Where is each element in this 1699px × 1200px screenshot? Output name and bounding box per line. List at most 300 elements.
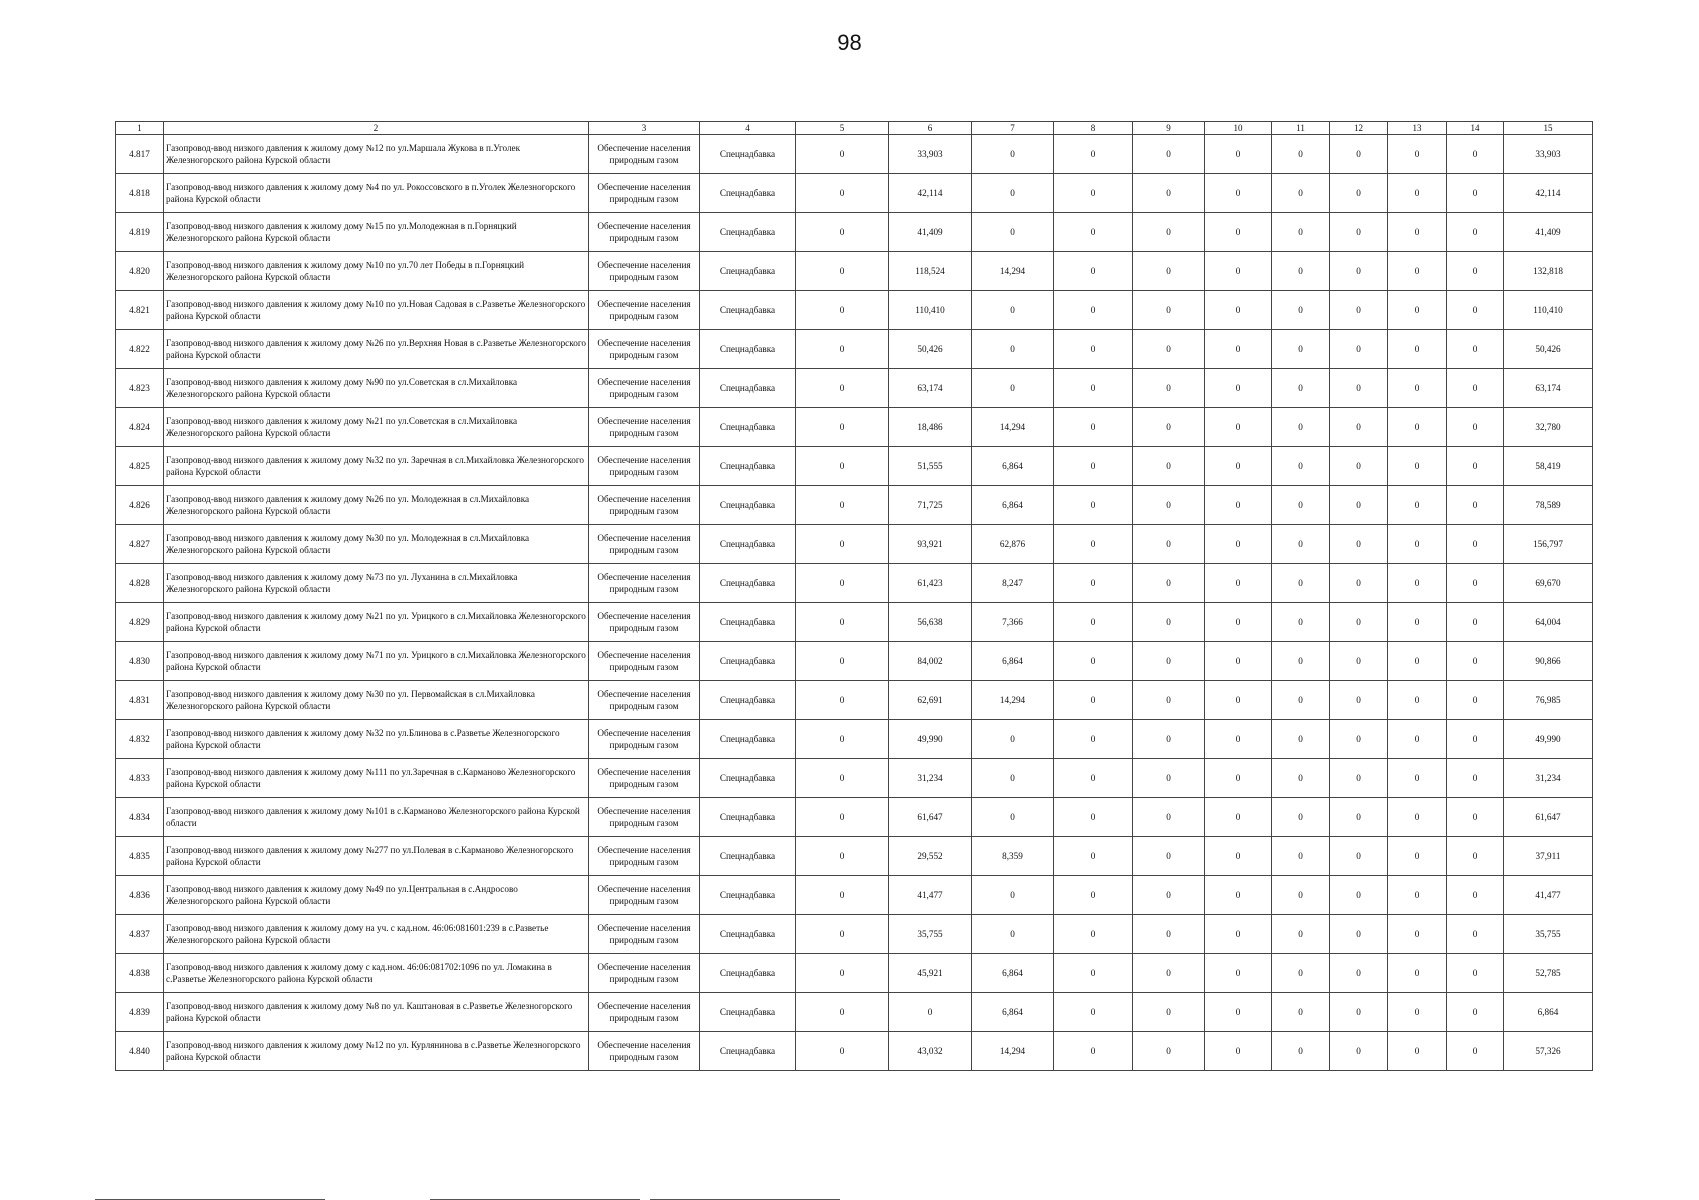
value-col-6: 51,555 xyxy=(889,447,972,486)
purpose: Обеспечение населения природным газом xyxy=(589,408,700,447)
value-col-9: 0 xyxy=(1133,759,1205,798)
purpose: Обеспечение населения природным газом xyxy=(589,720,700,759)
value-col-8: 0 xyxy=(1054,603,1133,642)
column-header-6: 6 xyxy=(889,122,972,135)
value-col-15: 69,670 xyxy=(1504,564,1593,603)
value-col-5: 0 xyxy=(796,486,889,525)
value-col-9: 0 xyxy=(1133,681,1205,720)
value-col-9: 0 xyxy=(1133,408,1205,447)
purpose: Обеспечение населения природным газом xyxy=(589,1032,700,1071)
value-col-15: 32,780 xyxy=(1504,408,1593,447)
value-col-7: 0 xyxy=(972,720,1054,759)
value-col-8: 0 xyxy=(1054,993,1133,1032)
value-col-15: 49,990 xyxy=(1504,720,1593,759)
row-number: 4.829 xyxy=(116,603,164,642)
value-col-9: 0 xyxy=(1133,993,1205,1032)
value-col-10: 0 xyxy=(1205,954,1272,993)
table-row xyxy=(116,759,1593,798)
value-col-8: 0 xyxy=(1054,525,1133,564)
funding-source: Спецнадбавка xyxy=(700,954,796,993)
column-header-4: 4 xyxy=(700,122,796,135)
value-col-11: 0 xyxy=(1272,486,1330,525)
value-col-14: 0 xyxy=(1447,1032,1504,1071)
value-col-15: 90,866 xyxy=(1504,642,1593,681)
value-col-5: 0 xyxy=(796,915,889,954)
table-row xyxy=(116,993,1593,1032)
value-col-13: 0 xyxy=(1388,408,1447,447)
value-col-7: 0 xyxy=(972,759,1054,798)
column-header-5: 5 xyxy=(796,122,889,135)
value-col-13: 0 xyxy=(1388,720,1447,759)
value-col-12: 0 xyxy=(1330,720,1388,759)
row-number: 4.839 xyxy=(116,993,164,1032)
value-col-9: 0 xyxy=(1133,174,1205,213)
value-col-5: 0 xyxy=(796,252,889,291)
value-col-10: 0 xyxy=(1205,135,1272,174)
value-col-7: 6,864 xyxy=(972,447,1054,486)
value-col-10: 0 xyxy=(1205,798,1272,837)
column-header-3: 3 xyxy=(589,122,700,135)
value-col-13: 0 xyxy=(1388,486,1447,525)
value-col-11: 0 xyxy=(1272,525,1330,564)
value-col-6: 43,032 xyxy=(889,1032,972,1071)
row-number: 4.833 xyxy=(116,759,164,798)
value-col-11: 0 xyxy=(1272,213,1330,252)
value-col-12: 0 xyxy=(1330,486,1388,525)
value-col-8: 0 xyxy=(1054,135,1133,174)
value-col-13: 0 xyxy=(1388,993,1447,1032)
funding-source: Спецнадбавка xyxy=(700,642,796,681)
value-col-15: 61,647 xyxy=(1504,798,1593,837)
column-header-13: 13 xyxy=(1388,122,1447,135)
funding-source: Спецнадбавка xyxy=(700,876,796,915)
row-number: 4.834 xyxy=(116,798,164,837)
funding-source: Спецнадбавка xyxy=(700,798,796,837)
value-col-13: 0 xyxy=(1388,759,1447,798)
table-row xyxy=(116,915,1593,954)
value-col-11: 0 xyxy=(1272,720,1330,759)
value-col-14: 0 xyxy=(1447,291,1504,330)
value-col-8: 0 xyxy=(1054,954,1133,993)
purpose: Обеспечение населения природным газом xyxy=(589,252,700,291)
value-col-12: 0 xyxy=(1330,837,1388,876)
value-col-13: 0 xyxy=(1388,798,1447,837)
funding-source: Спецнадбавка xyxy=(700,174,796,213)
value-col-7: 6,864 xyxy=(972,954,1054,993)
funding-source: Спецнадбавка xyxy=(700,993,796,1032)
value-col-6: 41,409 xyxy=(889,213,972,252)
value-col-6: 29,552 xyxy=(889,837,972,876)
object-name: Газопровод-ввод низкого давления к жилому дому №21 по ул.Советская в сл.Михайловка Железногорского района Курской области xyxy=(164,408,589,447)
value-col-15: 35,755 xyxy=(1504,915,1593,954)
value-col-11: 0 xyxy=(1272,954,1330,993)
table-row xyxy=(116,408,1593,447)
value-col-7: 0 xyxy=(972,213,1054,252)
value-col-6: 110,410 xyxy=(889,291,972,330)
value-col-9: 0 xyxy=(1133,486,1205,525)
value-col-12: 0 xyxy=(1330,369,1388,408)
value-col-13: 0 xyxy=(1388,954,1447,993)
table-row xyxy=(116,1032,1593,1071)
column-header-11: 11 xyxy=(1272,122,1330,135)
value-col-15: 6,864 xyxy=(1504,993,1593,1032)
value-col-12: 0 xyxy=(1330,603,1388,642)
value-col-15: 64,004 xyxy=(1504,603,1593,642)
value-col-8: 0 xyxy=(1054,720,1133,759)
value-col-10: 0 xyxy=(1205,564,1272,603)
value-col-13: 0 xyxy=(1388,915,1447,954)
object-name: Газопровод-ввод низкого давления к жилому дому №49 по ул.Центральная в с.Андросово Железногорского района Курской области xyxy=(164,876,589,915)
investment-table xyxy=(115,121,1593,1071)
value-col-11: 0 xyxy=(1272,330,1330,369)
value-col-5: 0 xyxy=(796,330,889,369)
value-col-11: 0 xyxy=(1272,798,1330,837)
value-col-13: 0 xyxy=(1388,213,1447,252)
row-number: 4.819 xyxy=(116,213,164,252)
row-number: 4.822 xyxy=(116,330,164,369)
value-col-12: 0 xyxy=(1330,954,1388,993)
value-col-7: 0 xyxy=(972,798,1054,837)
value-col-7: 0 xyxy=(972,369,1054,408)
value-col-7: 6,864 xyxy=(972,486,1054,525)
funding-source: Спецнадбавка xyxy=(700,525,796,564)
column-header-8: 8 xyxy=(1054,122,1133,135)
value-col-11: 0 xyxy=(1272,837,1330,876)
value-col-5: 0 xyxy=(796,369,889,408)
value-col-8: 0 xyxy=(1054,837,1133,876)
object-name: Газопровод-ввод низкого давления к жилому дому №26 по ул. Молодежная в сл.Михайловка Железногорского района Курской области xyxy=(164,486,589,525)
value-col-13: 0 xyxy=(1388,564,1447,603)
value-col-5: 0 xyxy=(796,213,889,252)
value-col-5: 0 xyxy=(796,174,889,213)
value-col-6: 33,903 xyxy=(889,135,972,174)
value-col-12: 0 xyxy=(1330,213,1388,252)
value-col-7: 0 xyxy=(972,876,1054,915)
object-name: Газопровод-ввод низкого давления к жилому дому №277 по ул.Полевая в с.Карманово Железногорского района Курской области xyxy=(164,837,589,876)
value-col-9: 0 xyxy=(1133,798,1205,837)
value-col-6: 63,174 xyxy=(889,369,972,408)
row-number: 4.826 xyxy=(116,486,164,525)
value-col-5: 0 xyxy=(796,291,889,330)
purpose: Обеспечение населения природным газом xyxy=(589,564,700,603)
value-col-14: 0 xyxy=(1447,759,1504,798)
value-col-5: 0 xyxy=(796,681,889,720)
value-col-8: 0 xyxy=(1054,291,1133,330)
value-col-10: 0 xyxy=(1205,447,1272,486)
table-row xyxy=(116,252,1593,291)
table-row xyxy=(116,642,1593,681)
value-col-6: 31,234 xyxy=(889,759,972,798)
funding-source: Спецнадбавка xyxy=(700,915,796,954)
value-col-10: 0 xyxy=(1205,525,1272,564)
value-col-6: 56,638 xyxy=(889,603,972,642)
row-number: 4.835 xyxy=(116,837,164,876)
value-col-7: 0 xyxy=(972,135,1054,174)
row-number: 4.836 xyxy=(116,876,164,915)
value-col-10: 0 xyxy=(1205,369,1272,408)
value-col-11: 0 xyxy=(1272,408,1330,447)
value-col-12: 0 xyxy=(1330,174,1388,213)
value-col-10: 0 xyxy=(1205,642,1272,681)
value-col-10: 0 xyxy=(1205,252,1272,291)
value-col-10: 0 xyxy=(1205,330,1272,369)
value-col-5: 0 xyxy=(796,954,889,993)
value-col-13: 0 xyxy=(1388,291,1447,330)
column-header-1: 1 xyxy=(116,122,164,135)
value-col-15: 58,419 xyxy=(1504,447,1593,486)
table-row xyxy=(116,564,1593,603)
value-col-13: 0 xyxy=(1388,837,1447,876)
value-col-10: 0 xyxy=(1205,174,1272,213)
object-name: Газопровод-ввод низкого давления к жилому дому №101 в с.Карманово Железногорского района Курской области xyxy=(164,798,589,837)
funding-source: Спецнадбавка xyxy=(700,330,796,369)
page-number: 98 xyxy=(837,30,862,55)
value-col-5: 0 xyxy=(796,603,889,642)
value-col-14: 0 xyxy=(1447,564,1504,603)
value-col-11: 0 xyxy=(1272,447,1330,486)
object-name: Газопровод-ввод низкого давления к жилому дому №15 по ул.Молодежная в п.Горняцкий Железногорского района Курской области xyxy=(164,213,589,252)
value-col-11: 0 xyxy=(1272,603,1330,642)
value-col-8: 0 xyxy=(1054,486,1133,525)
column-header-7: 7 xyxy=(972,122,1054,135)
value-col-14: 0 xyxy=(1447,837,1504,876)
value-col-7: 6,864 xyxy=(972,993,1054,1032)
table-row xyxy=(116,174,1593,213)
value-col-15: 78,589 xyxy=(1504,486,1593,525)
value-col-6: 93,921 xyxy=(889,525,972,564)
row-number: 4.831 xyxy=(116,681,164,720)
purpose: Обеспечение населения природным газом xyxy=(589,486,700,525)
value-col-7: 6,864 xyxy=(972,642,1054,681)
table-row xyxy=(116,954,1593,993)
object-name: Газопровод-ввод низкого давления к жилому дому №4 по ул. Рокоссовского в п.Уголек Железногорского района Курской области xyxy=(164,174,589,213)
header-row xyxy=(116,122,1593,135)
value-col-10: 0 xyxy=(1205,408,1272,447)
value-col-8: 0 xyxy=(1054,915,1133,954)
funding-source: Спецнадбавка xyxy=(700,213,796,252)
value-col-14: 0 xyxy=(1447,447,1504,486)
table-row xyxy=(116,213,1593,252)
value-col-14: 0 xyxy=(1447,135,1504,174)
value-col-12: 0 xyxy=(1330,993,1388,1032)
value-col-12: 0 xyxy=(1330,252,1388,291)
value-col-12: 0 xyxy=(1330,915,1388,954)
value-col-8: 0 xyxy=(1054,681,1133,720)
object-name: Газопровод-ввод низкого давления к жилому дому №90 по ул.Советская в сл.Михайловка Железногорского района Курской области xyxy=(164,369,589,408)
table-row xyxy=(116,603,1593,642)
value-col-9: 0 xyxy=(1133,876,1205,915)
value-col-10: 0 xyxy=(1205,681,1272,720)
value-col-9: 0 xyxy=(1133,330,1205,369)
value-col-8: 0 xyxy=(1054,369,1133,408)
funding-source: Спецнадбавка xyxy=(700,681,796,720)
table-row xyxy=(116,291,1593,330)
purpose: Обеспечение населения природным газом xyxy=(589,525,700,564)
value-col-12: 0 xyxy=(1330,291,1388,330)
value-col-6: 71,725 xyxy=(889,486,972,525)
value-col-14: 0 xyxy=(1447,876,1504,915)
row-number: 4.840 xyxy=(116,1032,164,1071)
value-col-7: 14,294 xyxy=(972,1032,1054,1071)
value-col-8: 0 xyxy=(1054,564,1133,603)
value-col-11: 0 xyxy=(1272,642,1330,681)
value-col-9: 0 xyxy=(1133,291,1205,330)
value-col-13: 0 xyxy=(1388,876,1447,915)
value-col-7: 14,294 xyxy=(972,681,1054,720)
purpose: Обеспечение населения природным газом xyxy=(589,135,700,174)
value-col-15: 33,903 xyxy=(1504,135,1593,174)
row-number: 4.821 xyxy=(116,291,164,330)
value-col-6: 0 xyxy=(889,993,972,1032)
value-col-6: 18,486 xyxy=(889,408,972,447)
value-col-11: 0 xyxy=(1272,291,1330,330)
value-col-15: 31,234 xyxy=(1504,759,1593,798)
value-col-5: 0 xyxy=(796,837,889,876)
value-col-9: 0 xyxy=(1133,915,1205,954)
purpose: Обеспечение населения природным газом xyxy=(589,837,700,876)
purpose: Обеспечение населения природным газом xyxy=(589,291,700,330)
column-header-10: 10 xyxy=(1205,122,1272,135)
purpose: Обеспечение населения природным газом xyxy=(589,213,700,252)
table-row xyxy=(116,681,1593,720)
row-number: 4.818 xyxy=(116,174,164,213)
purpose: Обеспечение населения природным газом xyxy=(589,876,700,915)
value-col-5: 0 xyxy=(796,408,889,447)
value-col-14: 0 xyxy=(1447,720,1504,759)
value-col-14: 0 xyxy=(1447,174,1504,213)
value-col-7: 8,247 xyxy=(972,564,1054,603)
object-name: Газопровод-ввод низкого давления к жилому дому №111 по ул.Заречная в с.Карманово Железногорского района Курской области xyxy=(164,759,589,798)
value-col-11: 0 xyxy=(1272,252,1330,291)
table-row xyxy=(116,876,1593,915)
value-col-14: 0 xyxy=(1447,330,1504,369)
value-col-13: 0 xyxy=(1388,174,1447,213)
value-col-9: 0 xyxy=(1133,642,1205,681)
object-name: Газопровод-ввод низкого давления к жилому дому №32 по ул.Блинова в с.Разветье Железногорского района Курской области xyxy=(164,720,589,759)
value-col-14: 0 xyxy=(1447,993,1504,1032)
table-row xyxy=(116,525,1593,564)
value-col-6: 118,524 xyxy=(889,252,972,291)
value-col-14: 0 xyxy=(1447,798,1504,837)
value-col-7: 14,294 xyxy=(972,408,1054,447)
purpose: Обеспечение населения природным газом xyxy=(589,798,700,837)
value-col-7: 0 xyxy=(972,291,1054,330)
funding-source: Спецнадбавка xyxy=(700,486,796,525)
value-col-14: 0 xyxy=(1447,525,1504,564)
row-number: 4.827 xyxy=(116,525,164,564)
object-name: Газопровод-ввод низкого давления к жилому дому №71 по ул. Урицкого в сл.Михайловка Железногорского района Курской области xyxy=(164,642,589,681)
purpose: Обеспечение населения природным газом xyxy=(589,993,700,1032)
value-col-15: 132,818 xyxy=(1504,252,1593,291)
value-col-6: 41,477 xyxy=(889,876,972,915)
value-col-14: 0 xyxy=(1447,915,1504,954)
table-row xyxy=(116,720,1593,759)
purpose: Обеспечение населения природным газом xyxy=(589,174,700,213)
value-col-5: 0 xyxy=(796,642,889,681)
value-col-14: 0 xyxy=(1447,252,1504,291)
value-col-5: 0 xyxy=(796,876,889,915)
value-col-15: 57,326 xyxy=(1504,1032,1593,1071)
table-row xyxy=(116,330,1593,369)
value-col-9: 0 xyxy=(1133,603,1205,642)
value-col-12: 0 xyxy=(1330,564,1388,603)
column-header-9: 9 xyxy=(1133,122,1205,135)
value-col-6: 61,423 xyxy=(889,564,972,603)
row-number: 4.825 xyxy=(116,447,164,486)
value-col-9: 0 xyxy=(1133,369,1205,408)
value-col-12: 0 xyxy=(1330,798,1388,837)
value-col-14: 0 xyxy=(1447,954,1504,993)
value-col-5: 0 xyxy=(796,759,889,798)
row-number: 4.832 xyxy=(116,720,164,759)
value-col-6: 35,755 xyxy=(889,915,972,954)
row-number: 4.817 xyxy=(116,135,164,174)
value-col-10: 0 xyxy=(1205,915,1272,954)
value-col-12: 0 xyxy=(1330,759,1388,798)
funding-source: Спецнадбавка xyxy=(700,837,796,876)
column-header-15: 15 xyxy=(1504,122,1593,135)
value-col-11: 0 xyxy=(1272,135,1330,174)
purpose: Обеспечение населения природным газом xyxy=(589,603,700,642)
value-col-13: 0 xyxy=(1388,369,1447,408)
value-col-9: 0 xyxy=(1133,213,1205,252)
funding-source: Спецнадбавка xyxy=(700,564,796,603)
funding-source: Спецнадбавка xyxy=(700,408,796,447)
value-col-14: 0 xyxy=(1447,369,1504,408)
value-col-14: 0 xyxy=(1447,642,1504,681)
value-col-13: 0 xyxy=(1388,525,1447,564)
value-col-11: 0 xyxy=(1272,759,1330,798)
row-number: 4.837 xyxy=(116,915,164,954)
value-col-10: 0 xyxy=(1205,1032,1272,1071)
value-col-13: 0 xyxy=(1388,642,1447,681)
value-col-11: 0 xyxy=(1272,564,1330,603)
funding-source: Спецнадбавка xyxy=(700,720,796,759)
value-col-11: 0 xyxy=(1272,993,1330,1032)
value-col-10: 0 xyxy=(1205,213,1272,252)
table-row xyxy=(116,135,1593,174)
object-name: Газопровод-ввод низкого давления к жилому дому №30 по ул. Молодежная в сл.Михайловка Железногорского района Курской области xyxy=(164,525,589,564)
value-col-14: 0 xyxy=(1447,486,1504,525)
value-col-9: 0 xyxy=(1133,1032,1205,1071)
value-col-11: 0 xyxy=(1272,876,1330,915)
value-col-9: 0 xyxy=(1133,252,1205,291)
object-name: Газопровод-ввод низкого давления к жилому дому №73 по ул. Луханина в сл.Михайловка Железногорского района Курской области xyxy=(164,564,589,603)
value-col-14: 0 xyxy=(1447,603,1504,642)
value-col-5: 0 xyxy=(796,798,889,837)
value-col-9: 0 xyxy=(1133,447,1205,486)
purpose: Обеспечение населения природным газом xyxy=(589,447,700,486)
value-col-10: 0 xyxy=(1205,837,1272,876)
column-header-12: 12 xyxy=(1330,122,1388,135)
value-col-10: 0 xyxy=(1205,720,1272,759)
funding-source: Спецнадбавка xyxy=(700,1032,796,1071)
value-col-15: 42,114 xyxy=(1504,174,1593,213)
value-col-13: 0 xyxy=(1388,603,1447,642)
value-col-5: 0 xyxy=(796,1032,889,1071)
value-col-14: 0 xyxy=(1447,681,1504,720)
value-col-15: 63,174 xyxy=(1504,369,1593,408)
value-col-9: 0 xyxy=(1133,954,1205,993)
value-col-7: 7,366 xyxy=(972,603,1054,642)
value-col-12: 0 xyxy=(1330,681,1388,720)
value-col-12: 0 xyxy=(1330,135,1388,174)
column-header-14: 14 xyxy=(1447,122,1504,135)
value-col-7: 0 xyxy=(972,174,1054,213)
value-col-10: 0 xyxy=(1205,486,1272,525)
value-col-13: 0 xyxy=(1388,135,1447,174)
purpose: Обеспечение населения природным газом xyxy=(589,759,700,798)
